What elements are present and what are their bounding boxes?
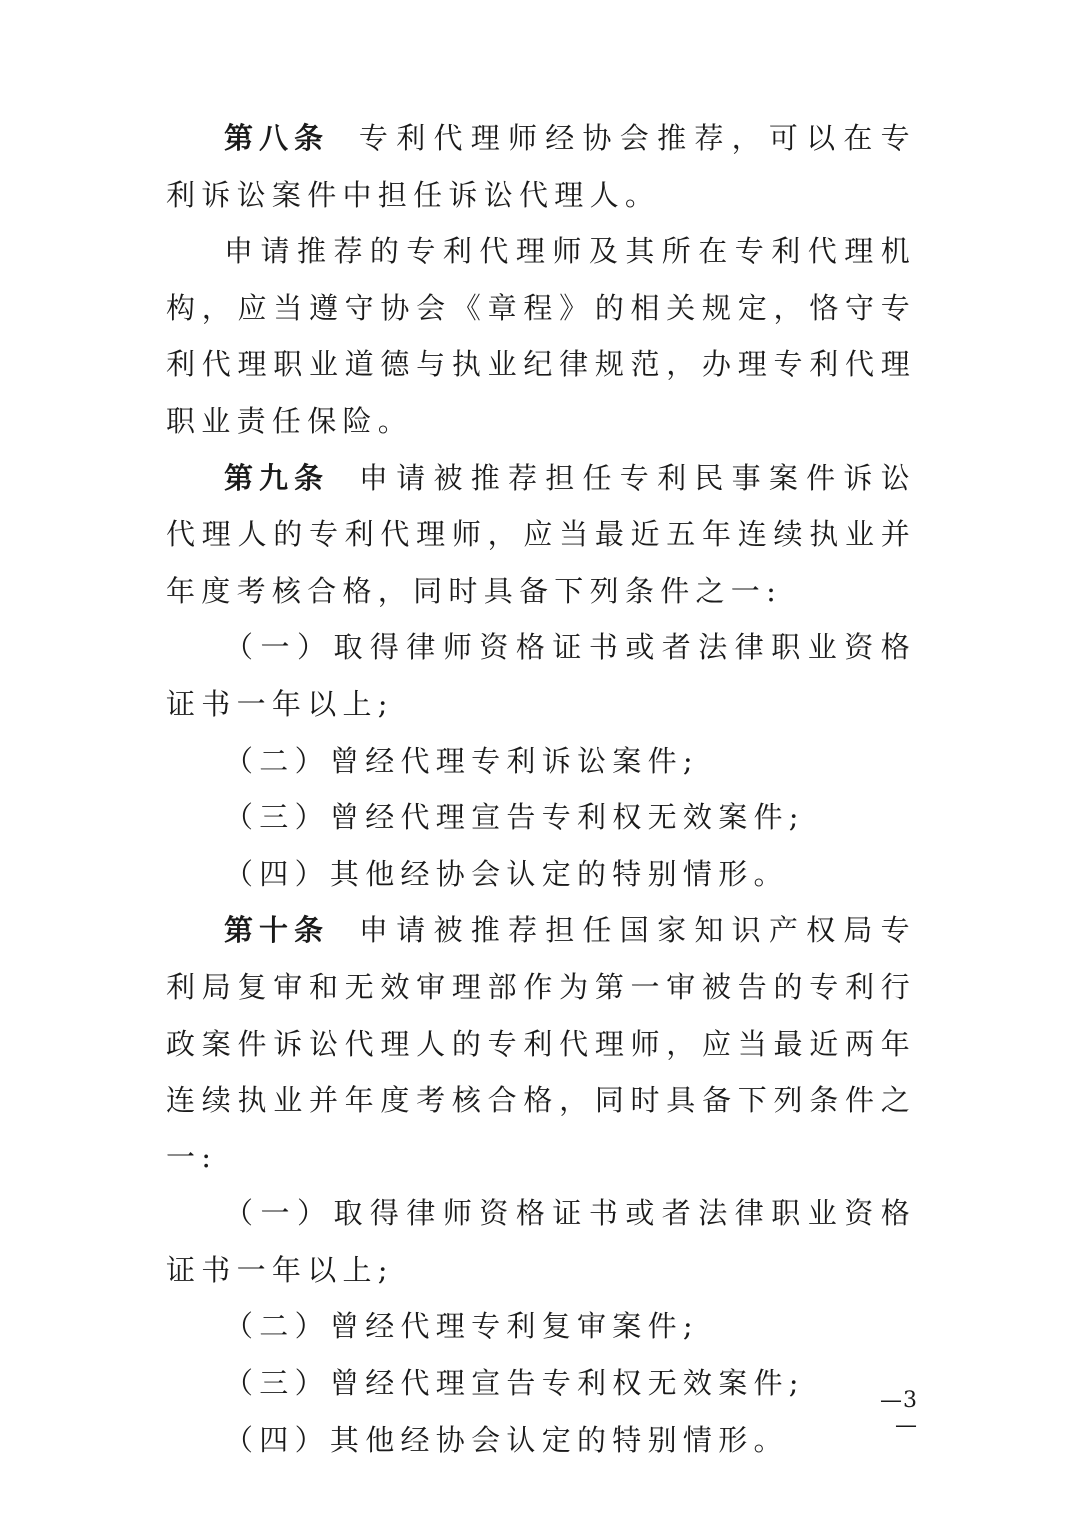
paragraph-text: 申请推荐的专利代理师及其所在专利代理机构，应当遵守协会《章程》的相关规定，恪守专利代理职业道德与执业纪律规范，办理专利代理职业责任保险。 (166, 234, 916, 438)
list-item (166, 789, 916, 846)
paragraph-article-8 (166, 110, 916, 223)
list-item (166, 733, 916, 790)
paragraph-text: （一）取得律师资格证书或者法律职业资格证书一年以上; (166, 1196, 916, 1287)
list-item (166, 1298, 916, 1355)
paragraph-text: 申请被推荐担任专利民事案件诉讼代理人的专利代理师，应当最近五年连续执业并年度考核合格，同时具备下列条件之一: (166, 460, 916, 608)
paragraph-text: （二）曾经代理专利诉讼案件; (224, 743, 699, 778)
paragraph-text: （四）其他经协会认定的特别情形。 (224, 1422, 789, 1457)
paragraph-text: （四）其他经协会认定的特别情形。 (224, 856, 789, 891)
article-number: 第十条 (224, 913, 329, 948)
list-item (166, 846, 916, 903)
paragraph-text: （三）曾经代理宣告专利权无效案件; (224, 800, 805, 835)
paragraph (166, 223, 916, 449)
list-item (166, 1412, 916, 1469)
paragraph-text: 申请被推荐担任国家知识产权局专利局复审和无效审理部作为第一审被告的专利行政案件诉讼代理人的专利代理师，应当最近两年连续执业并年度考核合格，同时具备下列条件之一: (166, 913, 916, 1174)
document-body (166, 110, 916, 1468)
article-number: 第九条 (224, 460, 329, 495)
page-number: —3— (880, 1388, 918, 1438)
paragraph-text: 专利代理师经协会推荐，可以在专利诉讼案件中担任诉讼代理人。 (166, 121, 916, 212)
paragraph-text: （三）曾经代理宣告专利权无效案件; (224, 1366, 805, 1401)
paragraph-text: （二）曾经代理专利复审案件; (224, 1309, 699, 1344)
list-item (166, 1185, 916, 1298)
paragraph-article-10 (166, 902, 916, 1185)
list-item (166, 1355, 916, 1412)
list-item (166, 619, 916, 732)
paragraph-article-9 (166, 450, 916, 620)
paragraph-text: （一）取得律师资格证书或者法律职业资格证书一年以上; (166, 630, 916, 721)
article-number: 第八条 (224, 121, 329, 155)
